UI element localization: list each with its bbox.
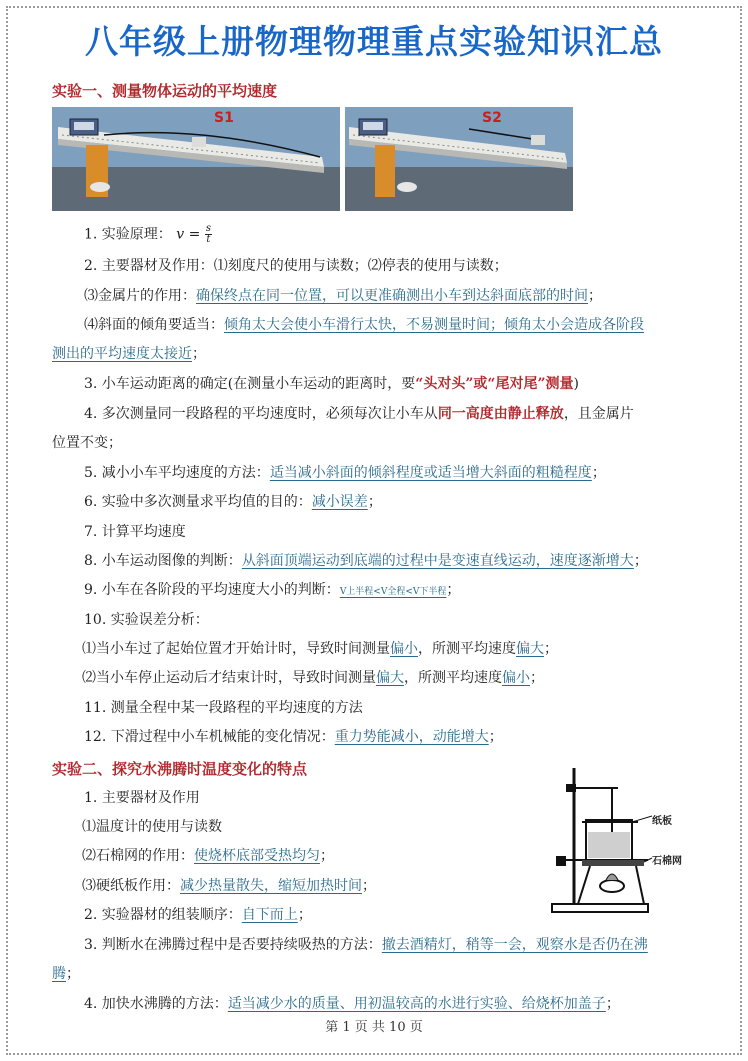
- section-heading-exp2: 实验二、探究水沸腾时温度变化的特点: [52, 760, 308, 778]
- diagram-label-paperboard: 纸板: [652, 816, 672, 827]
- formula-fraction: $\frac{s}{t}$: [205, 223, 211, 245]
- text-line: 11. 测量全程中某一段路程的平均速度的方法: [84, 700, 363, 716]
- text-line: ⑶金属片的作用：确保终点在同一位置，可以更准确测出小车到达斜面底部的时间；: [84, 288, 602, 304]
- incline-photo-s2: [345, 107, 573, 211]
- text-line: 3. 判断水在沸腾过程中是否要持续吸热的方法：撤去酒精灯，稍等一会，观察水是否仍在沸: [84, 937, 648, 953]
- text-line: 8. 小车运动图像的判断：从斜面顶端运动到底端的过程中是变速直线运动，速度逐渐增大；: [84, 553, 648, 569]
- text-line: ⑴温度计的使用与读数: [82, 819, 222, 835]
- text-line: 4. 加快水沸腾的方法：适当减少水的质量、用初温较高的水进行实验、给烧杯加盖子；: [84, 996, 620, 1012]
- diagram-label-asbestos-net: 石棉网: [652, 856, 682, 867]
- text-line: 2. 实验器材的组装顺序：自下而上；: [84, 907, 312, 923]
- text-line: ⑵当小车停止运动后才结束计时，导致时间测量偏大，所测平均速度偏小；: [82, 670, 544, 686]
- page-title: 八年级上册物理物理重点实验知识汇总: [85, 22, 663, 61]
- text-line: 3. 小车运动距离的确定(在测量小车运动的距离时，要“头对头”或“尾对尾”测量): [84, 376, 579, 392]
- text-line: 测出的平均速度太接近；: [52, 346, 206, 362]
- text-line: 12. 下滑过程中小车机械能的变化情况：重力势能减小，动能增大；: [84, 729, 503, 745]
- text-line: 1. 主要器材及作用: [84, 790, 200, 806]
- text-line: 腾；: [52, 966, 80, 982]
- incline-photo-s1: [52, 107, 340, 211]
- text-line: 7. 计算平均速度: [84, 524, 186, 540]
- text-line: 6. 实验中多次测量求平均值的目的：减小误差；: [84, 494, 382, 510]
- text-line: ⑵石棉网的作用：使烧杯底部受热均匀；: [82, 848, 334, 864]
- principle-line: 1. 实验原理： v = $\frac{s}{t}$: [84, 223, 211, 245]
- page-footer: 第 1 页 共 10 页: [325, 1020, 423, 1035]
- text-line: 5. 减小小车平均速度的方法：适当减小斜面的倾斜程度或适当增大斜面的粗糙程度；: [84, 465, 606, 481]
- text-line: 9. 小车在各阶段的平均速度大小的判断：V上半程<V全程<V下半程；: [84, 582, 461, 598]
- text-line: 4. 多次测量同一段路程的平均速度时，必须每次让小车从同一高度由静止释放，且金属片: [84, 406, 634, 422]
- velocity-formula: v =: [176, 226, 201, 243]
- photo-label-s1: S1: [214, 110, 234, 126]
- photo-label-s2: S2: [482, 110, 502, 126]
- speed-comparison: V上半程<V全程<V下半程: [339, 587, 447, 597]
- text-line: 10. 实验误差分析：: [84, 612, 209, 628]
- text-line: 2. 主要器材及作用：⑴刻度尺的使用与读数；⑵停表的使用与读数；: [84, 258, 508, 274]
- text-line: ⑶硬纸板作用：减少热量散失，缩短加热时间；: [82, 878, 376, 894]
- text-line: ⑷斜面的倾角要适当：倾角太大会使小车滑行太快，不易测量时间；倾角太小会造成各阶段: [84, 317, 644, 333]
- text-line: 位置不变；: [52, 435, 122, 451]
- text-line: ⑴当小车过了起始位置才开始计时，导致时间测量偏小，所测平均速度偏大；: [82, 641, 558, 657]
- section-heading-exp1: 实验一、测量物体运动的平均速度: [52, 82, 278, 100]
